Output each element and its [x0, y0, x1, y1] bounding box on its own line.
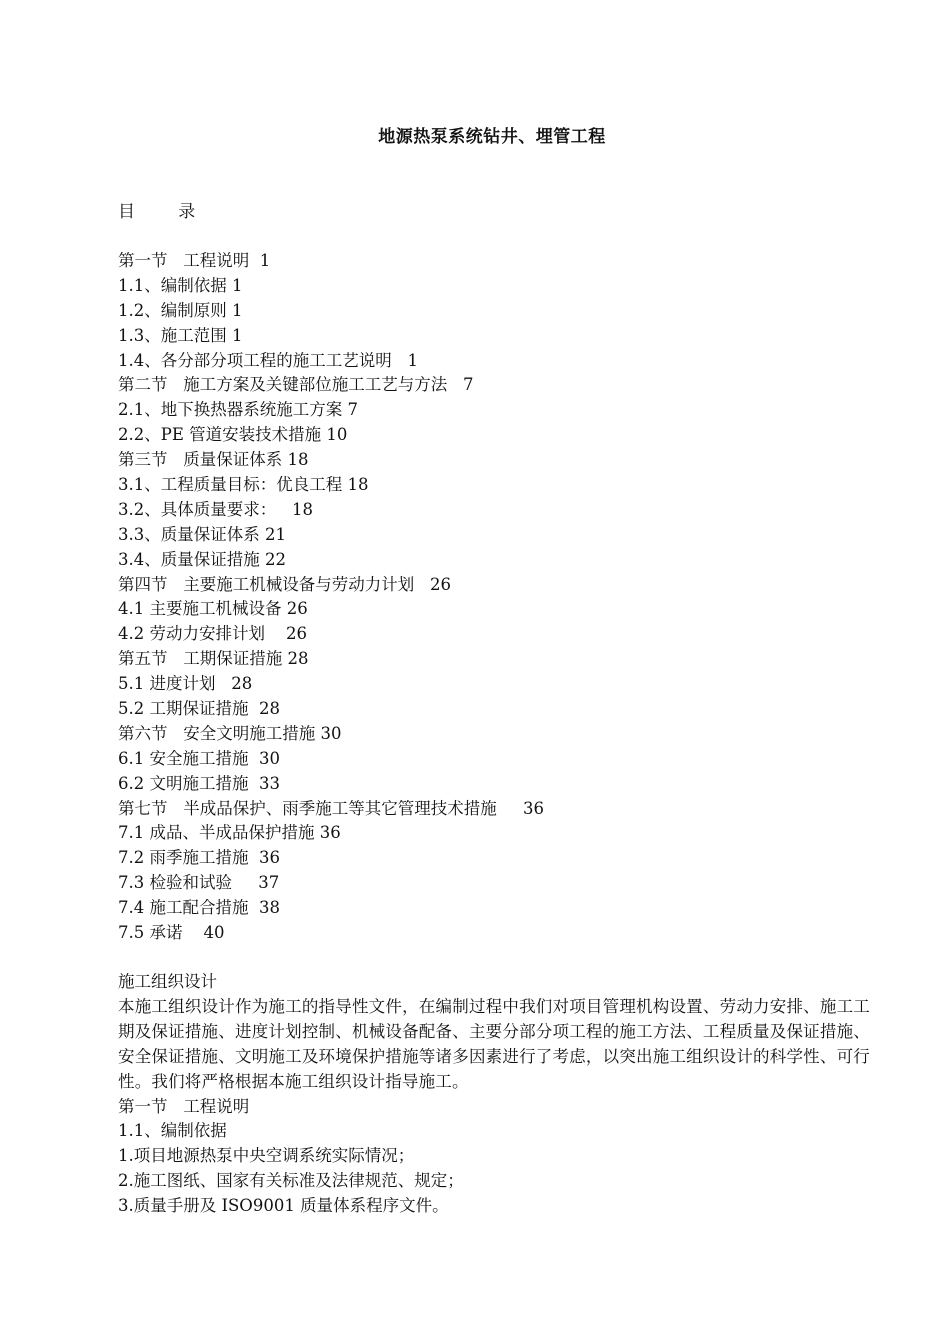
toc-entry[interactable]: 3.2、具体质量要求： 18: [118, 499, 313, 519]
toc-entry[interactable]: 7.3 检验和试验 37: [118, 873, 280, 893]
item-heading: 1.1、编制依据: [118, 1121, 227, 1141]
toc-entry[interactable]: 7.1 成品、半成品保护措施 36: [118, 823, 341, 843]
toc-entry[interactable]: 7.2 雨季施工措施 36: [118, 848, 280, 868]
toc-entry[interactable]: 第六节 安全文明施工措施 30: [118, 723, 342, 743]
table-of-contents: [118, 249, 544, 946]
toc-entry[interactable]: 2.1、地下换热器系统施工方案 7: [118, 400, 358, 420]
toc-entry[interactable]: 6.1 安全施工措施 30: [118, 748, 280, 768]
basis-item: 3.质量手册及 ISO9001 质量体系程序文件。: [118, 1196, 449, 1216]
basis-item: 1.项目地源热泵中央空调系统实际情况；: [118, 1146, 415, 1166]
section-heading: 施工组织设计: [118, 972, 217, 991]
toc-entry[interactable]: 5.2 工期保证措施 28: [118, 699, 280, 719]
toc-entry[interactable]: 1.3、施工范围 1: [118, 325, 243, 345]
intro-paragraph: 本施工组织设计作为施工的指导性文件，在编制过程中我们对项目管理机构设置、劳动力安排、施工工期及保证措施、进度计划控制、机械设备配备、主要分部分项工程的施工方法、工程质量及保证措施、安全保证措施、文明施工及环境保护措施等诸多因素进行了考虑，以突出施工组织设计的科学性、可行性。我们将严格根据本施工组织设计指导施工。: [118, 996, 870, 1091]
toc-heading: 目 录: [118, 202, 196, 222]
toc-entry[interactable]: 第五节 工期保证措施 28: [118, 649, 309, 669]
toc-entry[interactable]: 第三节 质量保证体系 18: [118, 450, 309, 470]
toc-entry[interactable]: 3.1、工程质量目标：优良工程 18: [118, 475, 369, 495]
toc-entry[interactable]: 2.2、PE 管道安装技术措施 10: [118, 425, 348, 445]
toc-entry[interactable]: 第七节 半成品保护、雨季施工等其它管理技术措施 36: [118, 798, 544, 818]
toc-entry[interactable]: 1.2、编制原则 1: [118, 300, 243, 320]
toc-entry[interactable]: 4.2 劳动力安排计划 26: [118, 624, 307, 644]
toc-entry[interactable]: 7.4 施工配合措施 38: [118, 898, 280, 918]
toc-entry[interactable]: 6.2 文明施工措施 33: [118, 773, 280, 793]
basis-item: 2.施工图纸、国家有关标准及法律规范、规定；: [118, 1171, 464, 1191]
toc-entry[interactable]: 3.3、质量保证体系 21: [118, 524, 286, 544]
toc-entry[interactable]: 3.4、质量保证措施 22: [118, 549, 286, 569]
document-title: 地源热泵系统钻井、埋管工程: [378, 127, 606, 147]
toc-entry[interactable]: 4.1 主要施工机械设备 26: [118, 599, 308, 619]
document-body: [118, 970, 870, 1219]
toc-entry[interactable]: 第一节 工程说明 1: [118, 251, 271, 270]
toc-entry[interactable]: 5.1 进度计划 28: [118, 674, 253, 694]
toc-entry[interactable]: 1.4、各分部分项工程的施工工艺说明 1: [118, 350, 418, 370]
toc-entry[interactable]: 1.1、编制依据 1: [118, 275, 243, 295]
toc-entry[interactable]: 第四节 主要施工机械设备与劳动力计划 26: [118, 574, 451, 594]
toc-entry[interactable]: 7.5 承诺 40: [118, 923, 225, 943]
toc-entry[interactable]: 第二节 施工方案及关键部位施工工艺与方法 7: [118, 375, 474, 395]
subsection-heading: 第一节 工程说明: [118, 1096, 250, 1116]
